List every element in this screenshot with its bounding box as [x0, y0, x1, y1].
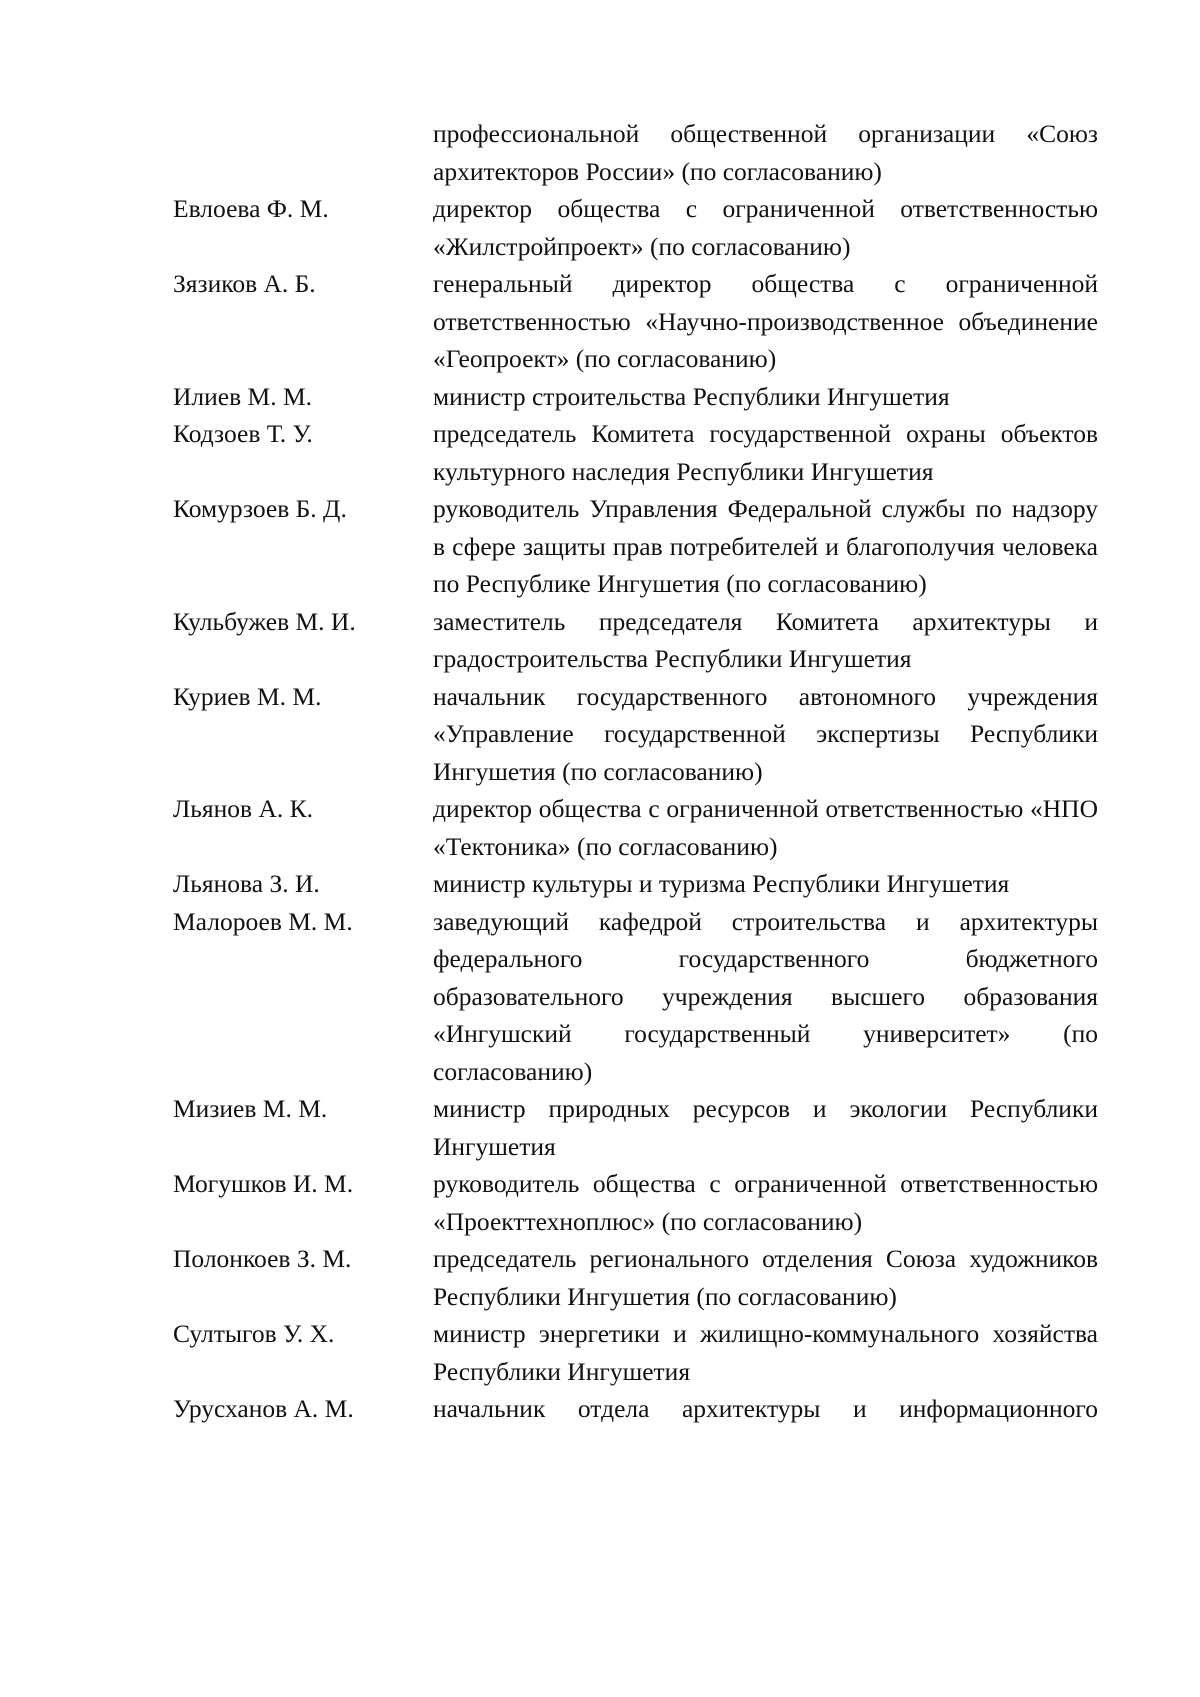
member-position: руководитель общества с ограниченной ответственностью «Проекттехноплюс» (по согласованию): [433, 1169, 1098, 1236]
member-position: заведующий кафедрой строительства и архитектуры федерального государственного бюджетного образовательного учреждения высшего образования «Ингушский государственный университет» (по согласованию): [433, 906, 1098, 1086]
member-name: Льянов А. К.: [173, 794, 314, 823]
member-name: Могушков И. М.: [173, 1169, 354, 1198]
member-entry: [173, 265, 1098, 378]
member-name: Льянова З. И.: [173, 869, 320, 898]
member-position: начальник отдела архитектуры и информационного: [433, 1394, 1098, 1423]
member-position: начальник государственного автономного учреждения «Управление государственной экспертизы Республики Ингушетия (по согласованию): [433, 681, 1098, 786]
member-position: директор общества с ограниченной ответственностью «НПО «Тектоника» (по согласованию): [433, 794, 1098, 861]
member-entry: [173, 865, 1098, 903]
member-position: заместитель председателя Комитета архитектуры и градостроительства Республики Ингушетия: [433, 606, 1098, 673]
continued-position-text: профессиональной общественной организации «Союз архитекторов России» (по согласованию): [433, 119, 1098, 186]
member-position: министр энергетики и жилищно-коммунального хозяйства Республики Ингушетия: [433, 1319, 1098, 1386]
member-position: директор общества с ограниченной ответственностью «Жилстройпроект» (по согласованию): [433, 194, 1098, 261]
commission-member-list: [173, 115, 1098, 1428]
member-name: Кульбужев М. И.: [173, 606, 356, 636]
member-entry: [173, 490, 1098, 603]
member-position: председатель Комитета государственной охраны объектов культурного наследия Республики Ингушетия: [433, 419, 1098, 486]
member-entry: [173, 678, 1098, 791]
member-name: Мизиев М. М.: [173, 1094, 328, 1123]
member-entry: [173, 603, 1098, 678]
member-name: Полонкоев З. М.: [173, 1244, 352, 1273]
member-position: министр культуры и туризма Республики Ингушетия: [433, 869, 1010, 898]
member-name: Малороев М. М.: [173, 906, 353, 936]
member-name: Урусханов А. М.: [173, 1394, 354, 1423]
member-entry: [173, 1390, 1098, 1428]
member-name: Зязиков А. Б.: [173, 269, 316, 298]
member-name: Евлоева Ф. М.: [173, 194, 329, 223]
member-entry: [173, 1240, 1098, 1315]
member-entry: [173, 903, 1098, 1091]
member-name: Илиев М. М.: [173, 381, 312, 411]
member-entry: [173, 1090, 1098, 1165]
member-position: генеральный директор общества с ограниченной ответственностью «Научно-производственное объединение «Геопроект» (по согласованию): [433, 269, 1098, 373]
member-entry: [173, 378, 1098, 416]
member-entry: [173, 415, 1098, 490]
member-entry: [173, 790, 1098, 865]
member-position: председатель регионального отделения Союза художников Республики Ингушетия (по согласованию): [433, 1244, 1098, 1311]
member-entry: [173, 1315, 1098, 1390]
member-entry: [173, 1165, 1098, 1240]
member-name: Султыгов У. Х.: [173, 1319, 335, 1348]
member-name: Кодзоев Т. У.: [173, 419, 313, 448]
member-entry: [173, 190, 1098, 265]
member-position: министр природных ресурсов и экологии Республики Ингушетия: [433, 1094, 1098, 1161]
member-name: Куриев М. М.: [173, 681, 322, 711]
member-position: руководитель Управления Федеральной службы по надзору в сфере защиты прав потребителей и благополучия человека по Республике Ингушетия (по согласованию): [433, 494, 1098, 598]
member-name: Комурзоев Б. Д.: [173, 494, 347, 523]
member-position: министр строительства Республики Ингушетия: [433, 381, 950, 411]
